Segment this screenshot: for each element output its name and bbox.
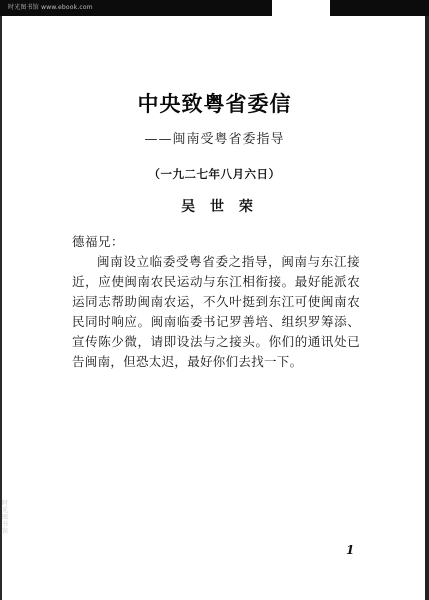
document-date: （一九二七年八月六日） <box>148 167 281 181</box>
document-subtitle: ——闽南受粤省委指导 <box>144 132 285 147</box>
letter-body: 闽南设立临委受粤省委之指导，闽南与东江接近，应使闽南农民运动与东江相衔接。最好能派农运同志帮助闽南农运，不久叶挺到东江可使闽南农民同时响应。闽南临委书记罗善培、组织罗筹添、宣传陈少微，请即设法与之接头。你们的通讯处已告闽南，但恐太迟，最好你们去找一下。 <box>72 254 360 369</box>
letter-salutation: 德福兄： <box>72 234 125 249</box>
page-number: 1 <box>346 543 355 557</box>
watermark-text: 时光图书馆 www.ebook.com <box>8 4 93 11</box>
side-watermark-text: 时光图书馆 <box>1 500 8 535</box>
document-author: 吴 世 荣 <box>181 199 258 215</box>
scan-top-border-gap <box>272 0 330 16</box>
document-title: 中央致粤省委信 <box>137 92 292 116</box>
